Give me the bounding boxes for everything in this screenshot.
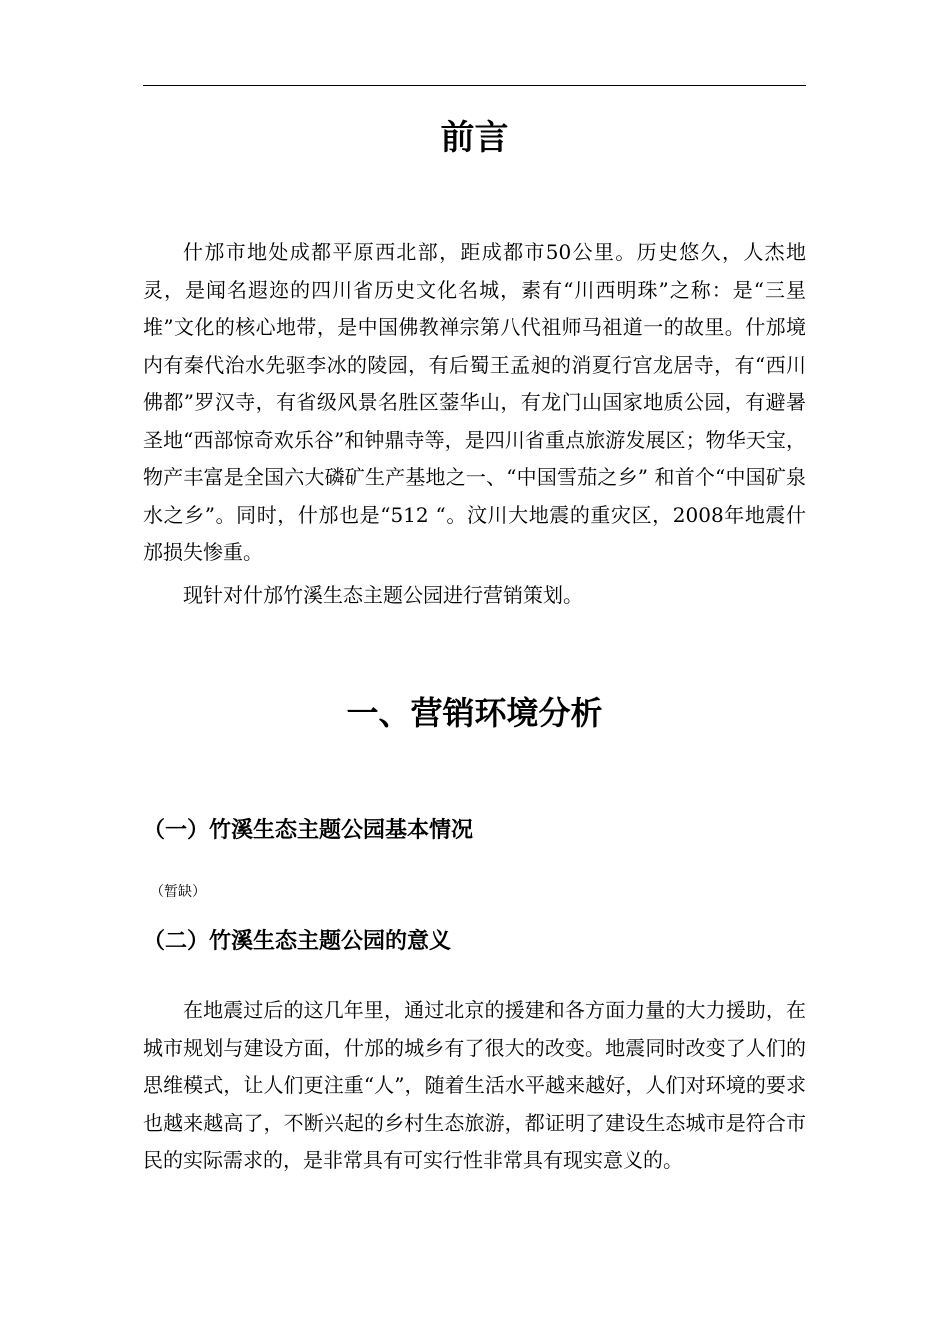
preface-title: 前言 bbox=[440, 118, 509, 158]
significance-paragraph: 在地震过后的这几年里，通过北京的援建和各方面力量的大力援助，在城市规划与建设方面，什邡的城乡有了很大的改变。地震同时改变了人们的思维模式，让人们更注重“人”，随着生活水平越来越好，人们对环境的要求也越来越高了，不断兴起的乡村生态旅游，都证明了建设生态城市是符合市民的实际需求的，是非常具有可实行性非常具有现实意义的。 bbox=[143, 998, 806, 1172]
header-rule bbox=[143, 85, 806, 86]
preface-closing-paragraph: 现针对什邡竹溪生态主题公园进行营销策划。 bbox=[183, 583, 583, 607]
subsection-title-significance: （二）竹溪生态主题公园的意义 bbox=[143, 929, 452, 954]
placeholder-note: （暂缺） bbox=[150, 884, 206, 900]
section-title: 一、营销环境分析 bbox=[346, 694, 603, 732]
preface-paragraph: 什邡市地处成都平原西北部，距成都市50公里。历史悠久，人杰地灵，是闻名遐迩的四川省历史文化名城，素有“川西明珠”之称：是“三星堆”文化的核心地带，是中国佛教禅宗第八代祖师马祖道一的故里。什邡境内有秦代治水先驱李冰的陵园，有后蜀王孟昶的消夏行宫龙居寺，有“西川佛都”罗汉寺，有省级风景名胜区蓥华山，有龙门山国家地质公园，有避暑圣地“西部惊奇欢乐谷”和钟鼎寺等，是四川省重点旅游发展区；物华天宝，物产丰富是全国六大磷矿生产基地之一、“中国雪茄之乡” 和首个“中国矿泉水之乡”。同时，什邡也是“512 “。汶川大地震的重灾区，2008年地震什邡损失惨重。 bbox=[143, 240, 806, 564]
subsection-title-basic-info: （一）竹溪生态主题公园基本情况 bbox=[143, 818, 474, 843]
